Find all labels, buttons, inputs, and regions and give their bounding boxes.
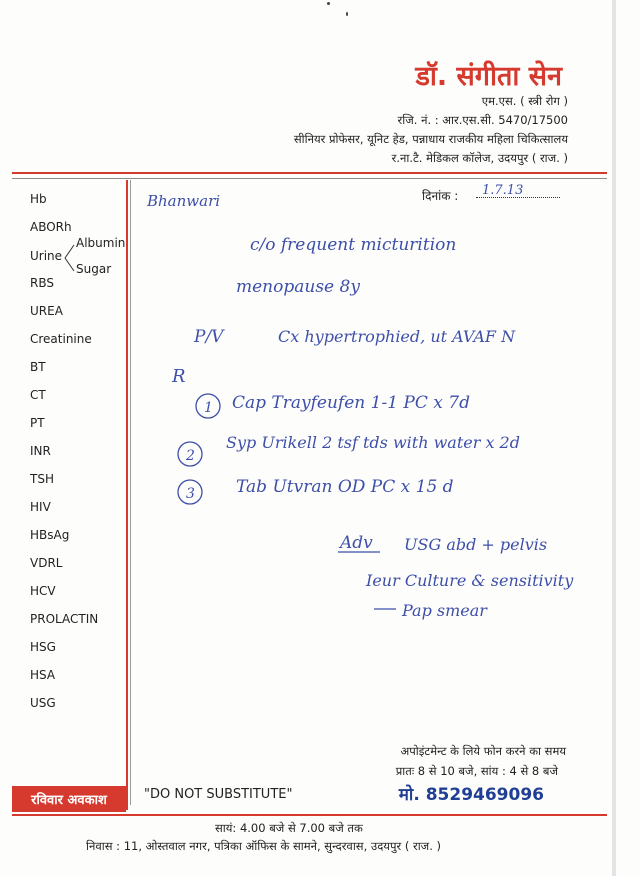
- pv-label: P/V: [194, 327, 224, 347]
- svg-text:2: 2: [186, 448, 195, 464]
- test-item: Creatinine: [30, 332, 92, 346]
- test-item: USG: [30, 696, 56, 710]
- sunday-off-badge: [12, 786, 126, 812]
- test-item: BT: [30, 360, 46, 374]
- test-item: PROLACTIN: [30, 612, 99, 626]
- medicine-item: Cap Trayfeufen 1-1 PC x 7d: [232, 393, 470, 413]
- college-name: र.ना.टै. मेडिकल कॉलेज, उदयपुर ( राज. ): [391, 151, 568, 165]
- medicine-item: Tab Utvran OD PC x 15 d: [236, 477, 454, 497]
- patient-name: Bhanwari: [147, 192, 221, 210]
- test-item: HSA: [30, 668, 56, 682]
- test-item: TSH: [30, 472, 54, 486]
- pv-findings: Cx hypertrophied, ut AVAF N: [278, 327, 516, 346]
- doctor-designation: सीनियर प्रोफेसर, यूनिट हेड, पन्नाधाय राजकीय महिला चिकित्सालय: [293, 132, 568, 146]
- doctor-name: डॉ. संगीता सेन: [415, 61, 562, 92]
- test-item: VDRL: [30, 556, 63, 570]
- test-item: HCV: [30, 584, 56, 598]
- residence-address: निवास : 11, ओस्तवाल नगर, पत्रिका ऑफिस के सामने, सुन्दरवास, उदयपुर ( राज. ): [86, 839, 442, 853]
- appointment-title: अपोइंटमेन्ट के लिये फोन करने का समय: [400, 744, 566, 758]
- svg-text:3: 3: [186, 486, 195, 502]
- medicine-item: Syp Urikell 2 tsf tds with water x 2d: [226, 433, 520, 452]
- do-not-substitute: "DO NOT SUBSTITUTE": [144, 787, 293, 802]
- sunday-off-label: रविवार अवकाश: [31, 793, 107, 808]
- evening-hours: सायं: 4.00 बजे से 7.00 बजे तक: [215, 821, 363, 835]
- test-item: Hb: [30, 192, 47, 206]
- advice-item: USG abd + pelvis: [404, 535, 548, 554]
- albumin-label: Albumin: [76, 236, 126, 250]
- advice-label: Adv: [340, 533, 373, 553]
- date-value: 1.7.13: [482, 183, 524, 198]
- advice-item: Pap smear: [402, 601, 487, 620]
- test-item: HBsAg: [30, 528, 70, 542]
- footer-divider: [12, 814, 607, 816]
- test-item: RBS: [30, 276, 54, 290]
- test-item: HIV: [30, 500, 51, 514]
- test-item: INR: [30, 444, 51, 458]
- test-item: CT: [30, 388, 46, 402]
- test-item: PT: [30, 416, 45, 430]
- rx-symbol: R: [172, 366, 186, 387]
- advice-list: [338, 533, 574, 620]
- registration-number: रजि. नं. : आर.एस.सी. 5470/17500: [397, 113, 568, 127]
- complaint-line: c/o frequent micturition: [250, 235, 457, 255]
- doctor-degree: एम.एस. ( स्त्री रोग ): [481, 94, 568, 108]
- date-label: दिनांक :: [422, 189, 459, 203]
- test-item: ABORh: [30, 220, 72, 234]
- advice-item: Ieur Culture & sensitivity: [366, 571, 574, 590]
- phone-number: मो. 8529469096: [398, 785, 544, 805]
- test-item: HSG: [30, 640, 56, 654]
- appointment-time: प्रातः 8 से 10 बजे, सांय : 4 से 8 बजे: [395, 764, 558, 778]
- medicine-list: [178, 393, 520, 504]
- test-item: UREA: [30, 304, 63, 318]
- sugar-label: Sugar: [76, 262, 112, 276]
- complaint-line: menopause 8y: [236, 277, 360, 297]
- svg-text:1: 1: [204, 400, 213, 416]
- urine-label: Urine: [30, 249, 63, 263]
